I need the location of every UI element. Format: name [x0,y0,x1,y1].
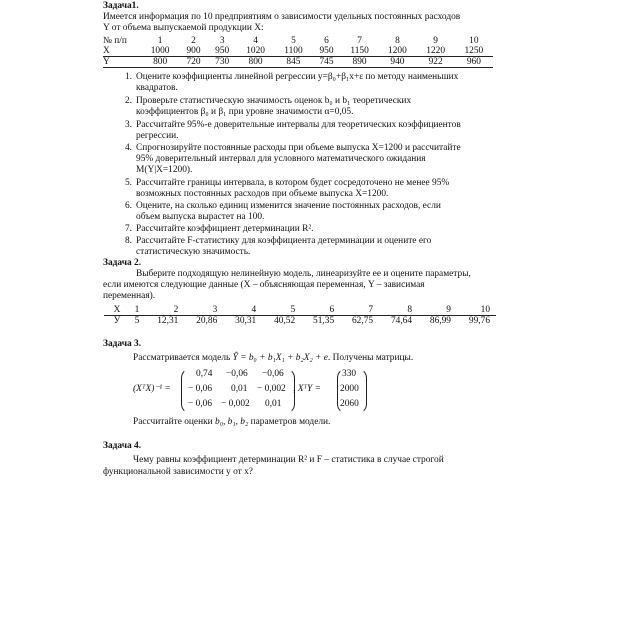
list-item-text: коэффициентов β₀ и β₁ при уровне значимости α=0,05. [136,107,354,117]
table-cell: 1 [157,36,163,46]
list-item-text: Рассчитайте границы интервала, в котором будет сосредоточено не менее 95% [136,178,450,188]
table-cell: 20,86 [196,316,218,326]
table-cell: 6 [324,36,329,46]
table-cell: 5 [262,305,301,316]
table-cell: 30,31 [235,316,257,326]
matrix-cell: 0,01 [265,399,282,409]
list-item-text: 95% доверительный интервал для условного математического ожидания [136,154,426,164]
list-item-text: Рассчитайте F-статистику для коэффициента детерминации и оцените его [136,236,432,246]
table-cell: 3 [184,305,223,316]
list-item-text: Спрогнозируйте постоянные расходы при объеме выпуска X=1200 и рассчитайте [136,143,461,153]
task4-title: Задача 4. [103,441,142,451]
table-cell: 1000 [150,46,170,56]
task3-closing-suffix: параметров модели. [248,417,331,427]
table-cell: 7 [340,305,379,316]
matrix-cell: −0,06 [226,369,248,379]
table-cell: 720 [179,57,208,68]
table-row-label-y: У [113,316,121,326]
xty-label: , XᵀY = [293,384,321,394]
task1-intro-line-2: Y от объема выпускаемой продукции Х: [103,23,264,33]
task1-intro-line-1: Имеется информация по 10 предприятиям о зависимости удельных постоянных расходов [103,12,461,22]
table-cell: 900 [186,46,201,56]
list-item-text: возможных постоянных расходов при объеме выпуска X=1200. [136,189,389,199]
task2-intro-line-2: если имеются следующие данные (X – объясняющая переменная, Y – зависимая [103,280,425,290]
table-cell: 730 [208,57,237,68]
table-cell: 800 [236,57,274,68]
table-row-label-x: X [104,305,130,316]
task1-title: Задача1. [103,1,139,11]
task4-line-1: Чему равны коэффициент детерминации R² и F – статистика в случае строгой [133,455,444,465]
table-cell: 1150 [350,46,369,56]
task2-data-table [104,305,496,326]
table-cell: 8 [395,36,400,46]
list-item-text: Оцените, на сколько единиц изменится значение постоянных расходов, если [136,201,441,211]
list-item-text: объем выпуска вырастет на 100. [136,212,265,222]
table-cell: 800 [141,57,179,68]
task3-closing-prefix: Рассчитайте оценки [133,417,216,427]
table-row-label-y: Y [103,57,141,68]
table-cell: 3 [219,36,225,46]
table-row [103,46,493,57]
task2-title: Задача 2. [103,258,142,268]
list-item-number: 3. [124,120,132,130]
table-cell: 4 [223,305,262,316]
table-cell: 1020 [246,46,265,56]
list-item-text: Оцените коэффициенты линейной регрессии y=β₀+β₁x+ε по методу наименьших [136,72,459,82]
list-item-number: 6. [124,201,132,211]
table-cell: 890 [341,57,379,68]
table-cell: 2 [191,36,196,46]
xtx-label: (XᵀX)⁻¹ = [133,384,171,394]
matrix-cell: − 0,06 [188,399,213,409]
table-cell: 2 [145,305,184,316]
list-item-number: 7. [124,224,132,234]
table-cell: 845 [275,57,313,68]
list-item-number: 5. [124,178,132,188]
table-cell: 5 [134,316,140,326]
table-cell: 1250 [464,46,484,56]
list-item-number: 1. [124,72,132,82]
table-row [103,36,493,46]
table-cell: 40,52 [274,316,296,326]
table-cell: 960 [455,57,493,68]
list-item-number: 4. [124,143,132,153]
task1-data-table [103,36,493,68]
vector-cell: 2000 [340,384,359,394]
table-cell: 99,76 [468,316,490,326]
list-item-text: Рассчитайте коэффициент детерминации R². [136,224,314,234]
matrix-cell: 0,74 [196,369,213,379]
table-cell: 8 [379,305,418,316]
table-cell: 10 [457,305,496,316]
list-item-text: Рассчитайте 95%-е доверительные интервалы для теоретических коэффициентов [136,120,461,130]
task3-model-suffix: . Получены матрицы. [327,353,414,363]
table-cell: 9 [433,36,438,46]
list-item-number: 2. [124,96,132,106]
table-cell: 4 [253,36,258,46]
matrix-cell: − 0,06 [188,384,213,394]
matrix-cell: 0,01 [231,384,248,394]
task4-line-2: функциональной зависимости y от x? [103,467,253,477]
task3-model-prefix: Рассматривается модель [133,353,233,363]
task3-model-line [133,353,413,364]
table-cell: 9 [418,305,457,316]
table-cell: 51,35 [313,316,335,326]
table-cell: 1200 [388,46,407,56]
matrix-cell: −0,06 [262,369,284,379]
table-row [103,57,493,68]
task3-closing-vars: b₀, b₁, b₂ [215,417,249,427]
table-row [104,316,496,327]
table-cell: 74,64 [390,316,413,326]
table-cell: 950 [319,46,334,56]
table-cell: 5 [291,36,296,46]
table-cell: 12,31 [157,316,179,326]
table-header-label: № п/п [103,36,127,46]
vector-cell: 2060 [340,399,359,409]
vector-cell: 330 [342,369,357,379]
matrix-cell: − 0,002 [257,384,286,394]
list-item-text: квадратов. [136,83,178,93]
table-cell: 745 [312,57,341,68]
table-row [104,305,496,316]
task2-intro-line-3: переменная). [103,291,156,301]
table-cell: 86,99 [429,316,451,326]
table-cell: 10 [469,36,479,46]
table-cell: 1220 [426,46,445,56]
table-cell: 62,75 [351,316,374,326]
table-cell: 940 [378,57,416,68]
task3-model-formula: Ŷ = b₀ + b₁X₁ + b₂X₂ + e [232,353,328,363]
list-item-text: M(Y|X=1200). [136,165,193,175]
task3-title: Задача 3. [103,339,142,349]
table-cell: 1100 [284,46,303,56]
list-item-text: регрессии. [136,131,179,141]
task3-closing-line [133,417,330,428]
table-cell: 922 [417,57,455,68]
list-item-text: Проверьте статистическую значимость оценок b₀ и b₁ теоретических [136,96,412,106]
task2-intro-line-1: Выберите подходящую нелинейную модель, линеаризуйте ее и оцените параметры, [136,269,471,279]
table-row-label-x: X [103,46,110,56]
table-cell: 1 [130,305,145,316]
table-cell: 7 [357,36,362,46]
list-item-number: 8. [124,236,132,246]
matrix-cell: − 0,002 [221,399,250,409]
table-cell: 950 [215,46,230,56]
table-cell: 6 [301,305,340,316]
list-item-text: статистическую значимость. [136,247,251,257]
